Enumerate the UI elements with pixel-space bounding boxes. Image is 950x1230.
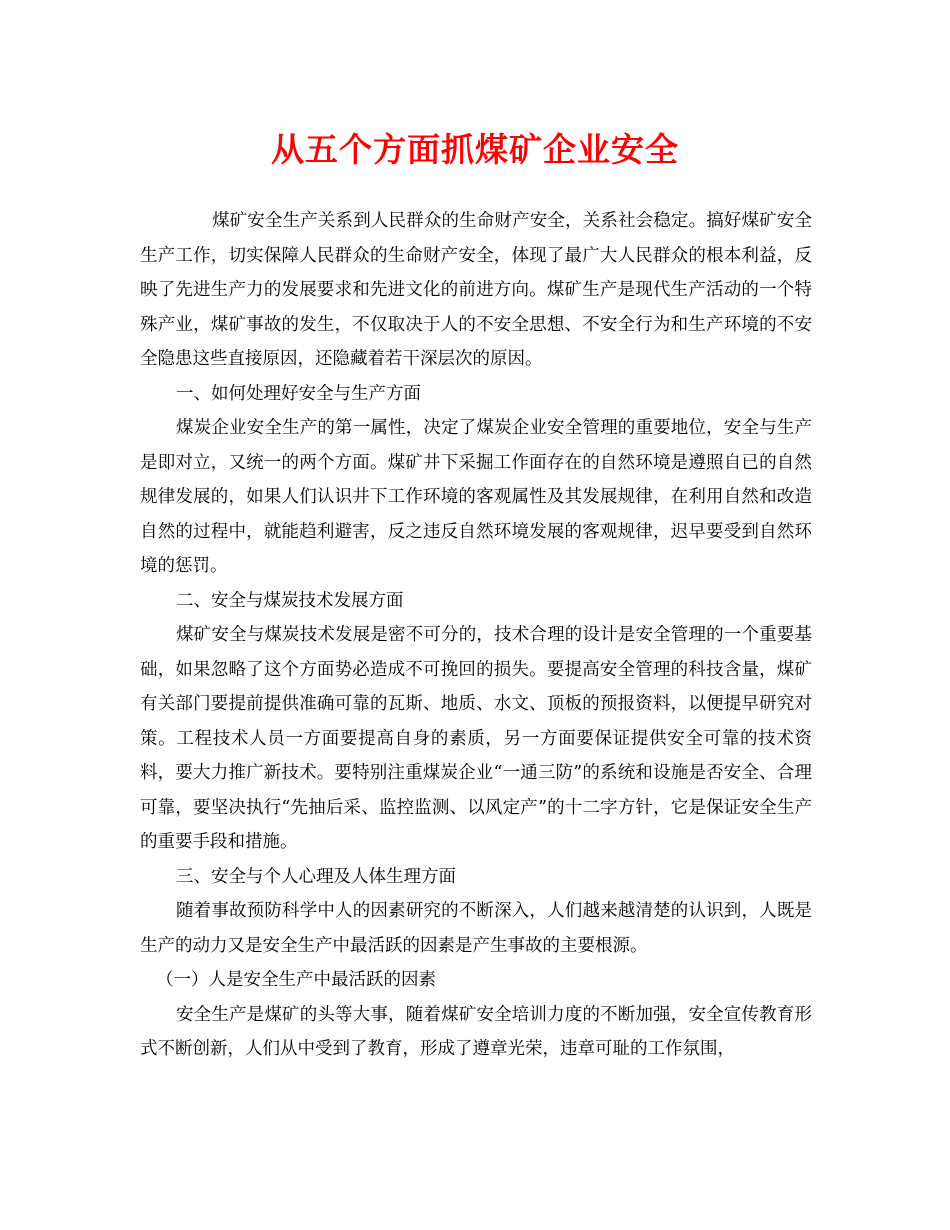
document-body [140,204,812,1067]
section-2-paragraph: 煤矿安全与煤炭技术发展是密不可分的，技术合理的设计是安全管理的一个重要基础，如果忽略了这个方面势必造成不可挽回的损失。要提高安全管理的科技含量，煤矿有关部门要提前提供准确可靠的瓦斯、地质、水文、顶板的预报资料，以便提早研究对策。工程技术人员一方面要提高自身的素质，另一方面要保证提供安全可靠的技术资料，要大力推广新技术。要特别注重煤炭企业“一通三防”的系统和设施是否安全、合理可靠，要坚决执行“先抽后采、监控监测、以风定产”的十二字方针，它是保证安全生产的重要手段和措施。 [140,625,812,852]
section-3-heading: 三、安全与个人心理及人体生理方面 [176,866,456,887]
subsection-1-heading: （一）人是安全生产中最活跃的因素 [156,970,436,990]
subsection-1-paragraph: 安全生产是煤矿的头等大事，随着煤矿安全培训力度的不断加强，安全宣传教育形式不断创新，人们从中受到了教育，形成了遵章光荣，违章可耻的工作氛围， [140,1004,812,1059]
section-3-paragraph: 随着事故预防科学中人的因素研究的不断深入，人们越来越清楚的认识到，人既是生产的动力又是安全生产中最活跃的因素是产生事故的主要根源。 [140,901,812,956]
document-title: 从五个方面抓煤矿企业安全 [271,130,679,169]
section-2-heading: 二、安全与煤炭技术发展方面 [176,590,404,611]
intro-paragraph: 煤矿安全生产关系到人民群众的生命财产安全，关系社会稳定。搞好煤矿安全生产工作，切实保障人民群众的生命财产安全，体现了最广大人民群众的根本利益，反映了先进生产力的发展要求和先进文化的前进方向。煤矿生产是现代生产活动的一个特殊产业，煤矿事故的发生，不仅取决于人的不安全思想、不安全行为和生产环境的不安全隐患这些直接原因，还隐藏着若干深层次的原因。 [140,211,812,369]
section-1-heading: 一、如何处理好安全与生产方面 [176,383,421,404]
section-1-paragraph: 煤炭企业安全生产的第一属性，决定了煤炭企业安全管理的重要地位，安全与生产是即对立，又统一的两个方面。煤矿井下采掘工作面存在的自然环境是遵照自已的自然规律发展的，如果人们认识井下工作环境的客观属性及其发展规律，在利用自然和改造自然的过程中，就能趋利避害，反之违反自然环境发展的客观规律，迟早要受到自然环境的惩罚。 [140,418,812,576]
